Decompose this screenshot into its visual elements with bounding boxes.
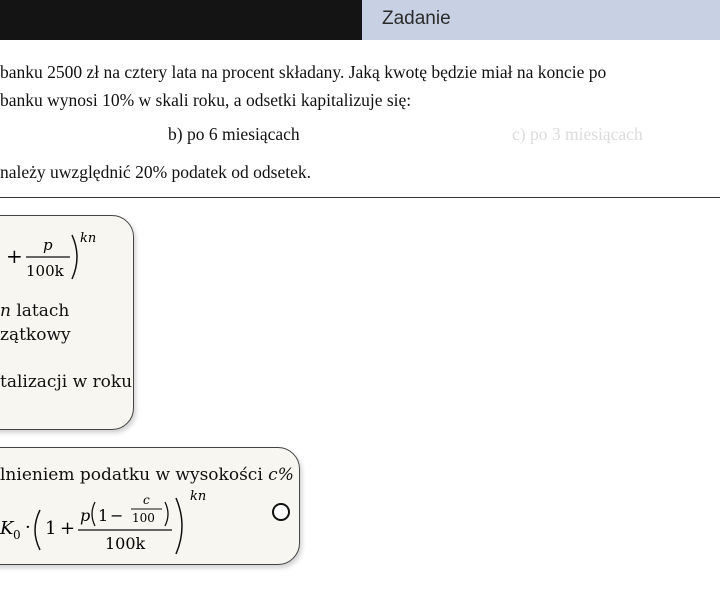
tax-formula [0, 488, 230, 556]
initial-capital-label: zątkowy [0, 325, 71, 345]
page-title: Zadanie [382, 8, 451, 29]
k0-subscript: 0 [13, 528, 21, 542]
outer-open-paren [35, 510, 40, 550]
outer-one: 1 [45, 518, 57, 539]
capitalizations-label: talizacji w roku [0, 372, 133, 392]
outer-close-paren [176, 498, 182, 554]
closing-paren [72, 235, 77, 279]
option-b: b) po 6 miesiącach [168, 124, 300, 144]
k0-symbol: K [0, 518, 14, 539]
top-bar-dark-section [0, 0, 362, 40]
tax-denominator: 100k [105, 534, 146, 553]
multiply-dot: · [25, 517, 31, 538]
inner-one: 1 [98, 506, 109, 525]
inner-hundred: 100 [132, 511, 155, 525]
task-text-line-3: należy uwzględnić 20% podatek od odsetek. [0, 162, 312, 182]
top-bar [0, 0, 720, 40]
plus-sign: + [6, 244, 23, 268]
outer-plus: + [60, 518, 76, 539]
years-label: n latach [0, 301, 70, 321]
compound-interest-formula [0, 225, 120, 285]
answer-radio[interactable] [272, 503, 290, 521]
inner-open-paren [92, 502, 95, 526]
exponent: kn [80, 231, 97, 246]
inner-c: c [143, 493, 150, 507]
task-text-line-2: banku wynosi 10% w skali roku, a odsetki kapitalizuje się: [0, 90, 412, 110]
top-bar-title-section [362, 0, 720, 40]
inner-close-paren [165, 502, 168, 526]
tax-heading: lnieniem podatku w wysokości c% [0, 465, 294, 485]
option-c: c) po 3 miesiącach [512, 124, 643, 144]
fraction-denominator: 100k [26, 262, 64, 280]
divider [0, 197, 720, 198]
fraction-numerator: p [43, 236, 53, 254]
inner-minus: − [110, 506, 124, 525]
task-text-line-1: banku 2500 zł na cztery lata na procent składany. Jaką kwotę będzie miał na koncie po [0, 62, 607, 82]
tax-exponent: kn [190, 489, 207, 504]
tax-p: p [80, 506, 91, 525]
